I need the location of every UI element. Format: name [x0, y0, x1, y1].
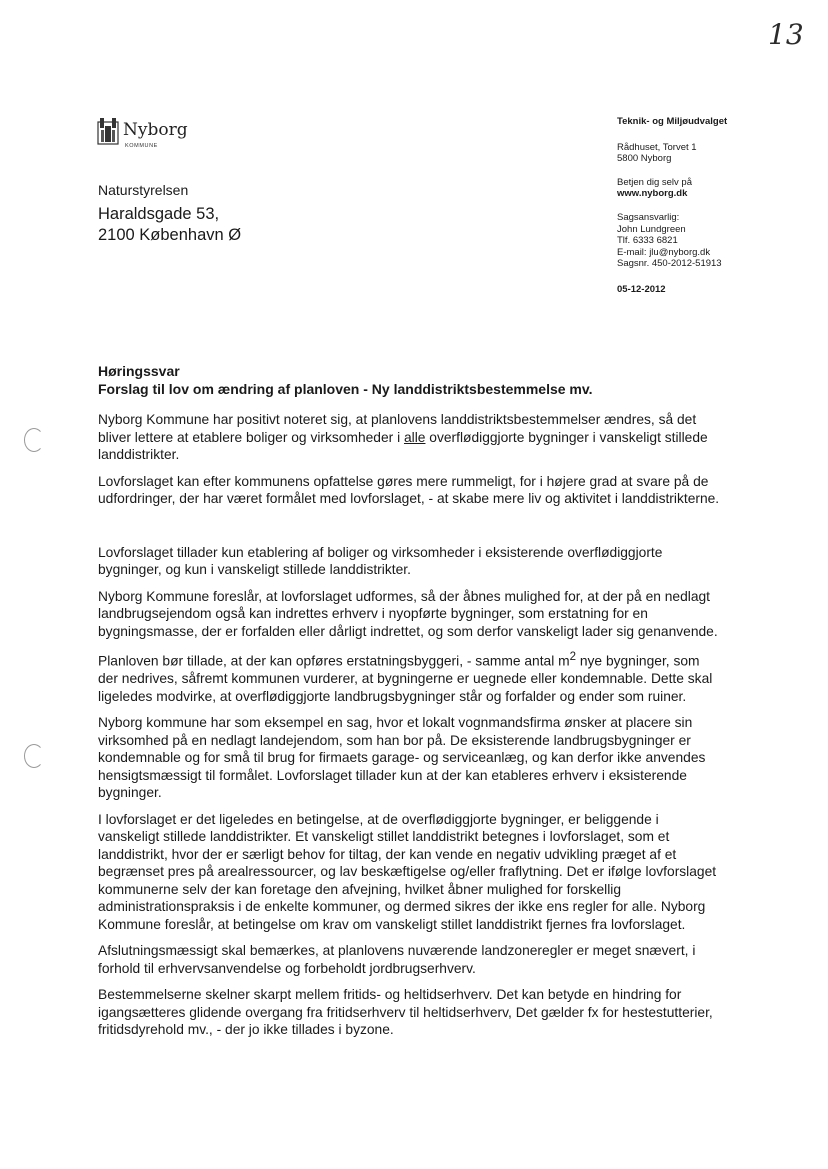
paragraph: Bestemmelserne skelner skarpt mellem fritids- og heltidserhverv. Det kan betyde en hindring for igangsætteres glidende overgang fra fritidserhverv til heltidserhverv, Det gælder fx for hestestutterier, fritidsdyrehold mv., - der jo ikke tillades i byzone.: [98, 987, 713, 1038]
case-number: Sagsnr. 450-2012-51913: [617, 258, 722, 270]
case-label: Sagsansvarlig:: [617, 211, 680, 223]
case-contact: [617, 212, 817, 270]
recipient-city: 2100 København Ø: [98, 226, 242, 244]
paragraph: Lovforslaget kan efter kommunens opfattelse gøres mere rummeligt, for i højere grad at svare på de udfordringer, der har været formålet med lovforslaget, - at skabe mere liv og aktivitet i landdistrikterne.: [98, 473, 720, 506]
subject-line-2: Forslag til lov om ændring af planloven - Ny landdistriktsbestemmelse mv.: [98, 381, 593, 397]
punch-hole: [24, 428, 44, 452]
self-service: [617, 177, 817, 200]
page-number: 13: [768, 18, 804, 51]
subject-line-1: Høringssvar: [98, 363, 180, 379]
self-service-url: www.nyborg.dk: [617, 188, 688, 200]
underlined-word: alle: [403, 429, 426, 445]
sender-info: [617, 116, 817, 296]
recipient-name: Naturstyrelsen: [98, 182, 189, 198]
paragraph: I lovforslaget er det ligeledes en betingelse, at de overflødiggjorte bygninger, er beliggende i vanskeligt stillede landdistrikter. Et vanskeligt stillet landdistrikt betegnes i lovforslaget, som et landdistrikt, hvor der er særligt behov for tiltag, der kan vende en negativ udvikling præget af et begrænset pres på arealressourcer, og lav beskæftigelse og/eller fraflytning. Det er ifølge lovforslaget kommunerne selv der kan foretage den afvejning, hvilket åbner mulighed for forskellig administrationspraksis i de enkelte kommuner, og dermed sikres der ikke ens regler for alle. Nyborg Kommune foreslår, at betingelse om krav om vanskeligt stillet landdistrikt fjernes fra lovforslaget.: [98, 811, 717, 932]
paragraph: Planloven bør tillade, at der kan opføres erstatningsbyggeri, - samme antal $m^2$ nye bygninger, som der nedrives, såfremt kommunen vurderer, at bygningerne er uegnede eller kondemnable. Dette skal ligeledes modvirke, at overflødiggjorte landbrugsbygninger står og forfalder og ender som ruiner.: [98, 651, 713, 704]
paragraph: Nyborg Kommune har positivt noteret sig, at planlovens landdistriktsbestemmelser ændres, så det bliver lettere at etablere boliger og virksomheder i alle overflødiggjorte bygninger i vanskeligt stillede landdistrikter.: [98, 412, 708, 462]
logo-name: Nyborg: [123, 120, 188, 140]
letter-body: [98, 411, 723, 1048]
case-email: E-mail: jlu@nyborg.dk: [617, 246, 711, 258]
sender-address-line: 5800 Nyborg: [617, 153, 672, 165]
recipient-street: Haraldsgade 53,: [98, 205, 220, 223]
nyborg-logo: [97, 116, 207, 156]
paragraph: Nyborg kommune har som eksempel en sag, hvor et lokalt vognmandsfirma ønsker at placere sin virksomhed på en nedlagt landejendom, som han bor på. De eksisterende landbrugsbygninger er kondemnable og for små til brug for firmaets garage- og serviceanlæg, og kan derfor ikke anvendes hensigtsmæssigt til formålet. Lovforslaget tillader kun at der kan etableres erhverv i eksisterende bygninger.: [98, 715, 706, 801]
sender-address-line: Rådhuset, Torvet 1: [617, 141, 697, 153]
coat-of-arms-icon: [97, 116, 119, 146]
case-person: John Lundgreen: [617, 223, 686, 235]
subject: [98, 362, 593, 398]
sender-address: [617, 142, 817, 165]
punch-hole: [24, 744, 44, 768]
recipient-address: [98, 180, 241, 246]
paragraph: Lovforslaget tillader kun etablering af boliger og virksomheder i eksisterende overflødiggjorte bygninger, og kun i vanskeligt stillede landdistrikter.: [98, 544, 663, 577]
paragraph: Nyborg Kommune foreslår, at lovforslaget udformes, så der åbnes mulighed for, at der på en nedlagt landbrugsejendom også kan indrettes erhverv i nyopførte bygninger, som erstatning for en bygningsmasse, der er forfalden eller dårligt indrettet, og som derfor vanskeligt lader sig genanvende.: [98, 588, 718, 639]
sender-department: Teknik- og Miljøudvalget: [617, 116, 728, 127]
paragraph: Afslutningsmæssigt skal bemærkes, at planlovens nuværende landzoneregler er meget snævert, i forhold til erhvervsanvendelse og forbeholdt jordbrugserhverv.: [98, 943, 696, 976]
letter-date: 05-12-2012: [617, 283, 666, 295]
case-phone: Tlf. 6333 6821: [617, 235, 678, 247]
logo-sub: KOMMUNE: [125, 143, 158, 149]
self-service-text: Betjen dig selv på: [617, 176, 692, 188]
